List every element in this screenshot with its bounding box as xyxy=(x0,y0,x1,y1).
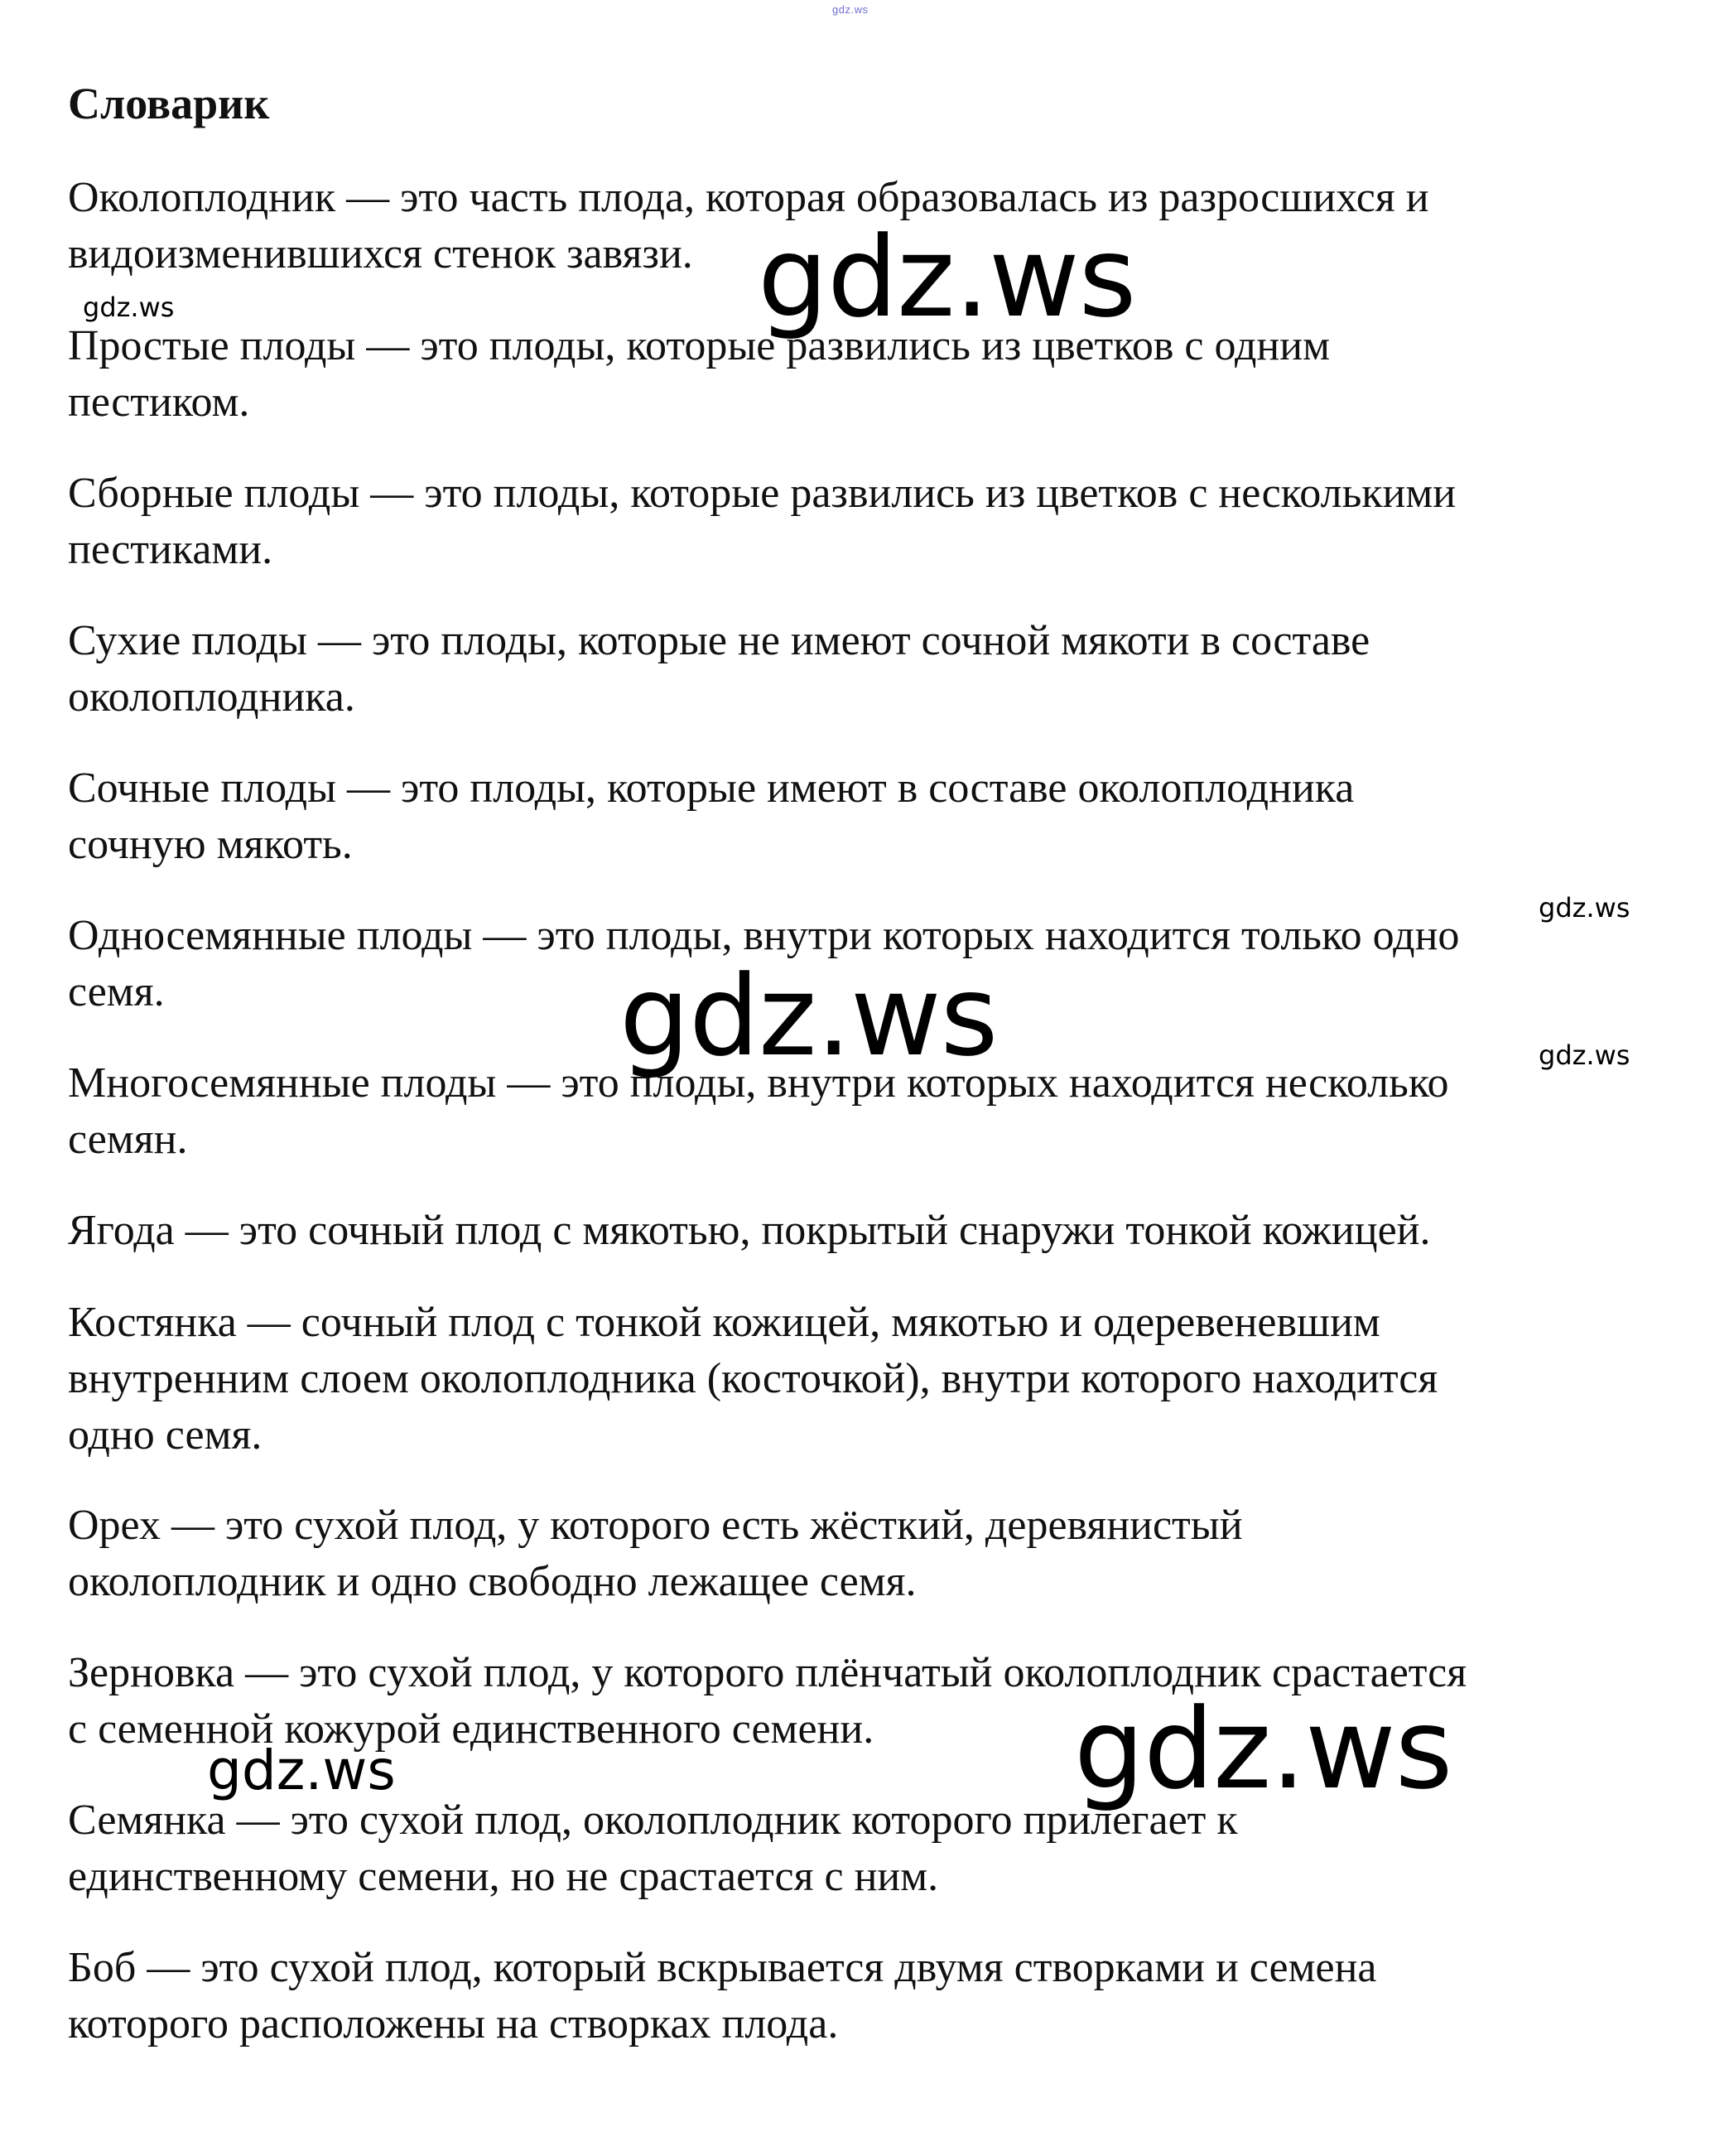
watermark-large-bottom: gdz.ws xyxy=(1074,1685,1452,1814)
watermark-medium-bottom-left: gdz.ws xyxy=(207,1739,396,1802)
glossary-entry-semyanka: Семянка — это сухой плод, околоплодник которого прилегает к единственному семени, но не срастается с ним. xyxy=(68,1797,1238,1900)
glossary-entry-prostye-plody: Простые плоды — это плоды, которые развились из цветков с одним пестиком. xyxy=(68,322,1330,426)
watermark-small-right-upper: gdz.ws xyxy=(1539,892,1630,924)
header-watermark: gdz.ws xyxy=(832,3,869,16)
glossary-entry-sukhie-plody: Сухие плоды — это плоды, которые не имеют сочной мякоти в составе околоплодника. xyxy=(68,617,1370,721)
glossary-entry-bob: Боб — это сухой плод, который вскрывается двумя створками и семена которого расположены на створках плода. xyxy=(68,1944,1377,2047)
glossary-entry-kostyanka: Костянка — сочный плод с тонкой кожицей, мякотью и одеревеневшим внутренним слоем околоплодника (косточкой), внутри которого находится одно семя. xyxy=(68,1299,1438,1459)
glossary-entry-okoloplodnik: Околоплодник — это часть плода, которая образовалась из разросшихся и видоизменившихся стенок завязи. xyxy=(68,174,1429,277)
watermark-small-left: gdz.ws xyxy=(83,292,175,323)
page-title: Словарик xyxy=(68,79,270,128)
glossary-entry-yagoda: Ягода — это сочный плод с мякотью, покрытый снаружи тонкой кожицей. xyxy=(68,1207,1431,1254)
glossary-entry-orekh: Орех — это сухой плод, у которого есть жёсткий, деревянистый околоплодник и одно свободно лежащее семя. xyxy=(68,1502,1243,1605)
glossary-entry-sochnye-plody: Сочные плоды — это плоды, которые имеют в составе околоплодника сочную мякоть. xyxy=(68,764,1355,868)
watermark-small-right-lower: gdz.ws xyxy=(1539,1039,1630,1071)
glossary-entry-mnogosemyannye-plody: Многосемянные плоды — это плоды, внутри которых находится несколько семян. xyxy=(68,1059,1449,1163)
glossary-entry-odnosemyannye-plody: Односемянные плоды — это плоды, внутри которых находится только одно семя. xyxy=(68,912,1460,1015)
watermark-large-middle: gdz.ws xyxy=(619,952,998,1081)
glossary-entry-sbornye-plody: Сборные плоды — это плоды, которые развились из цветков с несколькими пестиками. xyxy=(68,470,1457,573)
glossary-entry-zernovka: Зерновка — это сухой плод, у которого плёнчатый околоплодник срастается с семенной кожурой единственного семени. xyxy=(68,1649,1467,1753)
watermark-large-top: gdz.ws xyxy=(758,213,1136,342)
